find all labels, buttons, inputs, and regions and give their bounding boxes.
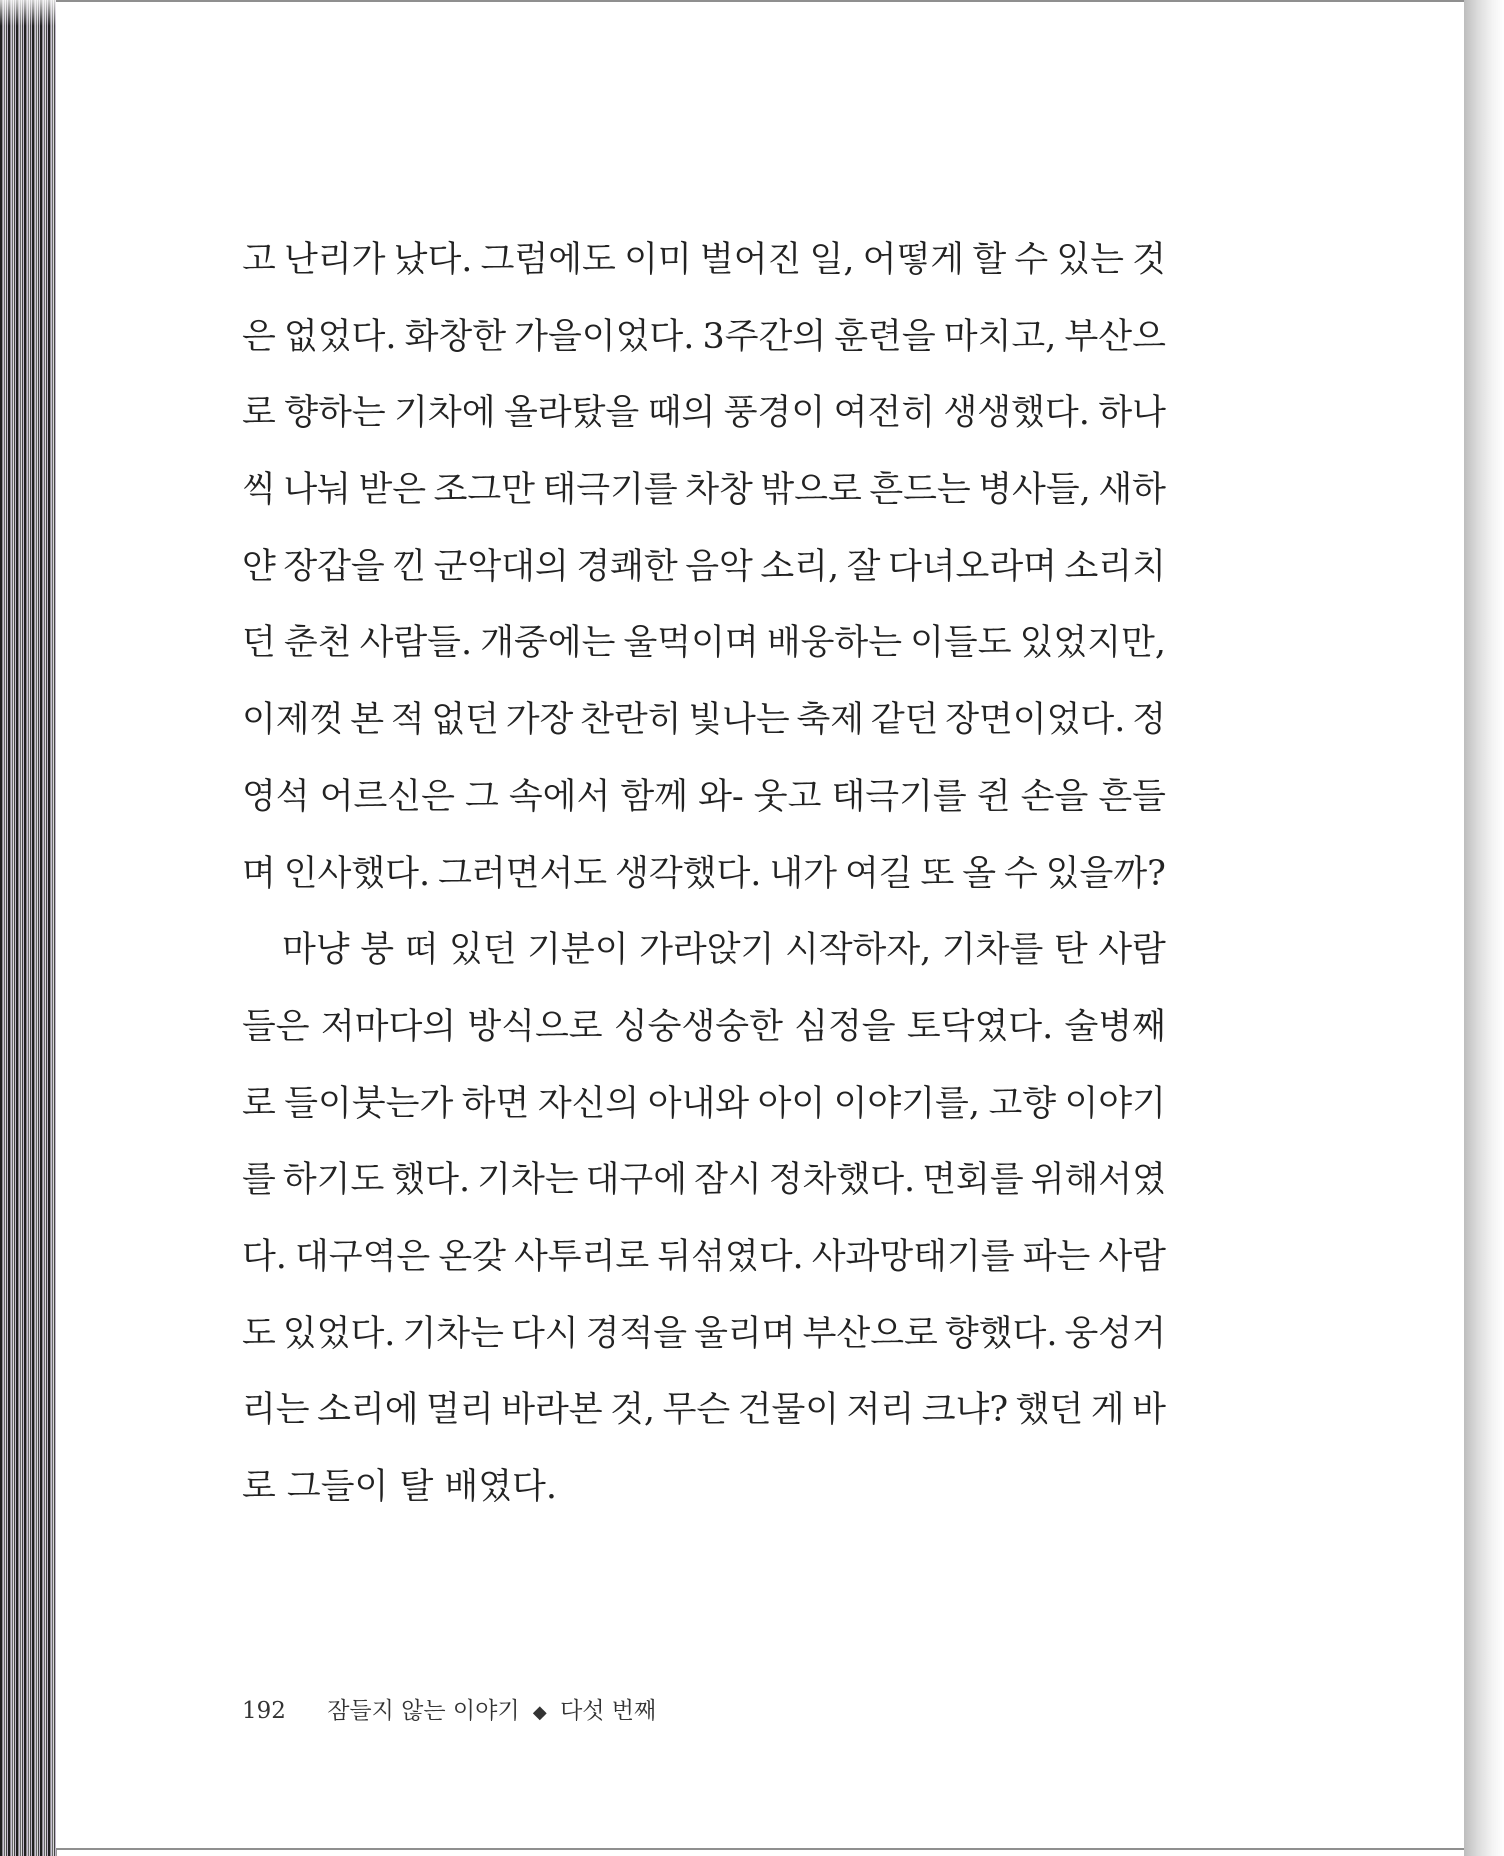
- text-line: 도 있었다. 기차는 다시 경적을 울리며 부산으로 향했다. 웅성거: [242, 1313, 1166, 1354]
- text-line: 로 들이붓는가 하면 자신의 아내와 아이 이야기를, 고향 이야기: [242, 1083, 1166, 1124]
- text-line: 씩 나눠 받은 조그만 태극기를 차창 밖으로 흔드는 병사들, 새하: [242, 470, 1166, 511]
- body-text: [242, 222, 1166, 1526]
- text-line: 로 향하는 기차에 올라탔을 때의 풍경이 여전히 생생했다. 하나: [242, 393, 1166, 434]
- section-label: 다섯 번째: [560, 1698, 657, 1724]
- text-line: 고 난리가 났다. 그럼에도 이미 벌어진 일, 어떻게 할 수 있는 것: [242, 240, 1166, 280]
- text-line: 다. 대구역은 온갖 사투리로 뒤섞였다. 사과망태기를 파는 사람: [242, 1236, 1166, 1277]
- text-line: 얀 장갑을 낀 군악대의 경쾌한 음악 소리, 잘 다녀오라며 소리치: [242, 546, 1166, 587]
- text-line: 리는 소리에 멀리 바라본 것, 무슨 건물이 저리 크냐? 했던 게 바: [242, 1390, 1166, 1431]
- diamond-separator: ◆: [532, 1702, 547, 1723]
- text-line: 던 춘천 사람들. 개중에는 울먹이며 배웅하는 이들도 있었지만,: [242, 623, 1166, 664]
- text-line: 은 없었다. 화창한 가을이었다. 3주간의 훈련을 마치고, 부산으: [242, 316, 1166, 357]
- page-number: 192: [242, 1698, 286, 1724]
- page-edges: [0, 0, 57, 1856]
- page-shadow: [1464, 0, 1504, 1856]
- page-edges-highlight: [0, 0, 56, 26]
- text-line: 며 인사했다. 그러면서도 생각했다. 내가 여길 또 올 수 있을까?: [242, 853, 1166, 894]
- text-line: 이제껏 본 적 없던 가장 찬란히 빛나는 축제 같던 장면이었다. 정: [242, 700, 1166, 741]
- text-line: 들은 저마다의 방식으로 싱숭생숭한 심정을 토닥였다. 술병째: [242, 1006, 1166, 1047]
- text-line: 를 하기도 했다. 기차는 대구에 잠시 정차했다. 면회를 위해서였: [242, 1160, 1166, 1201]
- text-line: 로 그들이 탈 배였다.: [242, 1467, 557, 1507]
- page-footer: [242, 1692, 656, 1725]
- text-line: 영석 어르신은 그 속에서 함께 와- 웃고 태극기를 쥔 손을 흔들: [242, 776, 1166, 817]
- running-title: 잠들지 않는 이야기: [327, 1698, 520, 1724]
- text-line: 마냥 붕 떠 있던 기분이 가라앉기 시작하자, 기차를 탄 사람: [282, 930, 1166, 971]
